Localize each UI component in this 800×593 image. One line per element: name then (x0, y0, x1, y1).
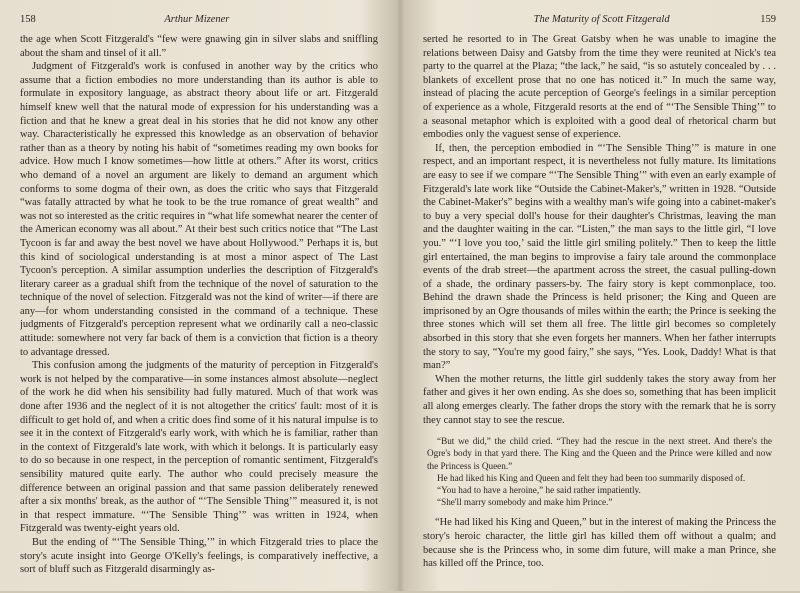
quote-line-4: “She'll marry somebody and make him Prince.” (437, 497, 613, 508)
right-page-body (423, 33, 776, 593)
left-running-head: Arthur Mizener (164, 14, 230, 25)
right-paragraph-2: If, then, the perception embodied in “‘The Sensible Thing’” is mature in one respect, and an important respect, it is nevertheless not fully mature. Its limitations are easy to see if we compare “‘The Sensible Thing’” with even an early example of Fitzgerald's late work like “Outside the Cabinet-Maker's,” written in 1928. “Outside the Cabinet-Maker's” begins with a wealthy man's wife going into a cabinet-maker's to buy a very special doll's house for their daughter's Christmas, leaving the man and the daughter waiting in the car. “Listen,” the man says to the little girl, “I love you.” “‘I love you too,’ said the little girl smiling politely.” Then to keep the little girl entertained, the man begins to improvise a fairy tale around the commonplace events of the drab street—the apartment across the street, the casual pulling-down of a shade, the ordinary passers-by. The fairy story is kept commonplace, too. Behind the drawn shade the Princess is held prisoner; the King and Queen are imprisoned by an Ogre thousands of miles within the earth; the Prince is seeking the three stones which will set them all free. The little girl becomes so completely absorbed in this story that she even forgets her manners. When her father interrupts the story to say, “You're my good fairy,” she says, “Yes. Look, Daddy! What is that man?” (423, 142, 776, 372)
block-quote (423, 435, 776, 508)
left-paragraph-2: Judgment of Fitzgerald's work is confused in another way by the critics who assume that a fiction embodies no more understanding than its author is able to formulate in expository language, as abstract theory about life or art. Fitzgerald himself knew well that the natural mode of expression for his understanding was a fiction and that he knew a great deal in his stories that he did not know any other way. Characteristically he expressed this knowledge as an observation of behavior rather than as a theory by noting his habit of “sometimes reading my own books for advice. How much I know sometimes—how little at others.” After its worst, critics who demand of a novel an argument are likely to demand an argument which conforms to some dogma of their own, as does the critic who says that Fitzgerald “was fatally attracted by what he took to be the true romance of great wealth” and was not so interested as the critic requires in “what life somewhat nearer the center of the American economy was all about.” At their best such critics notice that “The Last Tycoon is far and away the best novel we have about Hollywood.” Perhaps it is, but this kind of sociological understanding is at most a minor aspect of The Last Tycoon's perception. A similar assumption underlies the description of Fitzgerald's literary career as a gradual shift from the technique of the novel of saturation to the technique of the novel of selection. Fitzgerald was not the kind of writer—if there are any—for whom understanding consisted in the command of a technique. These judgments of Fitzgerald's perception represent what we ordinarily call a neo-classic attitude: somewhere not very far back of them is a conviction that fiction is a theory to advantage dressed. (20, 61, 378, 358)
quote-line-3: “You had to have a heroine,” he said rather impatiently. (437, 485, 641, 496)
left-paragraph-1: the age when Scott Fitzgerald's “few were gnawing gin in silver slabs and sniffling about the sham and tinsel of it all.” (20, 34, 378, 59)
right-paragraph-3: When the mother returns, the little girl suddenly takes the story away from her father and gives it her own ending. As she does so, something that has been implicit all along emerges clearly. The father drops the story with the remark that he is sorry they cannot stay to see the rescue. (423, 373, 776, 426)
right-page-header (423, 14, 776, 28)
right-paragraph-1: serted he resorted to in The Great Gatsby when he was unable to imagine the relations between Daisy and Gatsby from the time they were reunited at Nick's tea party to the quarrel at the Plaza; “the lack,” he said, “is so astutely concealed by . . . blankets of excellent prose that no one has noticed it.” In much the same way, instead of placing the acute perception of George's feelings in a similar perception of experience as a whole, Fitzgerald resorts at the end of “‘The Sensible Thing’” to a seasonal metaphor which is exploited with a good deal of rhetorical charm but embodies only the vaguest sense of experience. (423, 34, 776, 141)
right-running-head: The Maturity of Scott Fitzgerald (533, 14, 670, 25)
left-page (0, 0, 398, 591)
left-page-header (20, 14, 378, 28)
quote-line-1: “But we did,” the child cried. “They had the rescue in the next street. And there's the Ogre's body in that yard there. The King and the Queen and the Prince were killed and now the Princess is Queen.” (427, 436, 772, 471)
left-paragraph-4: But the ending of “‘The Sensible Thing,’” in which Fitzgerald tries to place the story's acute insight into George O'Kelly's feelings, is comparatively ineffective, a sort of bluff such as Fitzgerald disarmingly as- (20, 536, 378, 576)
left-page-number: 158 (20, 14, 36, 25)
right-page-number: 159 (760, 14, 776, 25)
left-paragraph-3: This confusion among the judgments of the maturity of perception in Fitzgerald's work is not helped by the comparative—in some instances almost absolute—neglect of the work he did when his sensibility had fully matured. Much of that work was done after 1936 and the neglect of it is not altogether the critics' fault: most of it is difficult to get hold of, and when a critic does find some of it his natural impulse is to see it in the context of Fitzgerald's early work, with which he is familiar, rather than in the context of Fitzgerald's late work, with which it belongs. It is particularly easy to do so because in one respect, in the perception of romantic sentiment, Fitzgerald's sensibility matured quite early. The author who could precisely measure the difference between an original passion and that same passion deliberately renewed after a six months' break, as the author of “‘The Sensible Thing’” measured it, is not in that respect immature. “‘The Sensible Thing’” was written in 1924, when Fitzgerald was twenty-eight years old. (20, 360, 378, 535)
left-page-body (20, 33, 378, 593)
quote-line-2: He had liked his King and Queen and felt they had been too summarily disposed of. (437, 472, 746, 483)
closing-paragraph: “He had liked his King and Queen,” but in the interest of making the Princess the story's heroic character, the little girl has killed them off without a qualm; and because she is the Princess who, in some dim future, will make a man Prince, she has killed off the Prince, too. (423, 517, 776, 570)
right-page (403, 0, 800, 591)
